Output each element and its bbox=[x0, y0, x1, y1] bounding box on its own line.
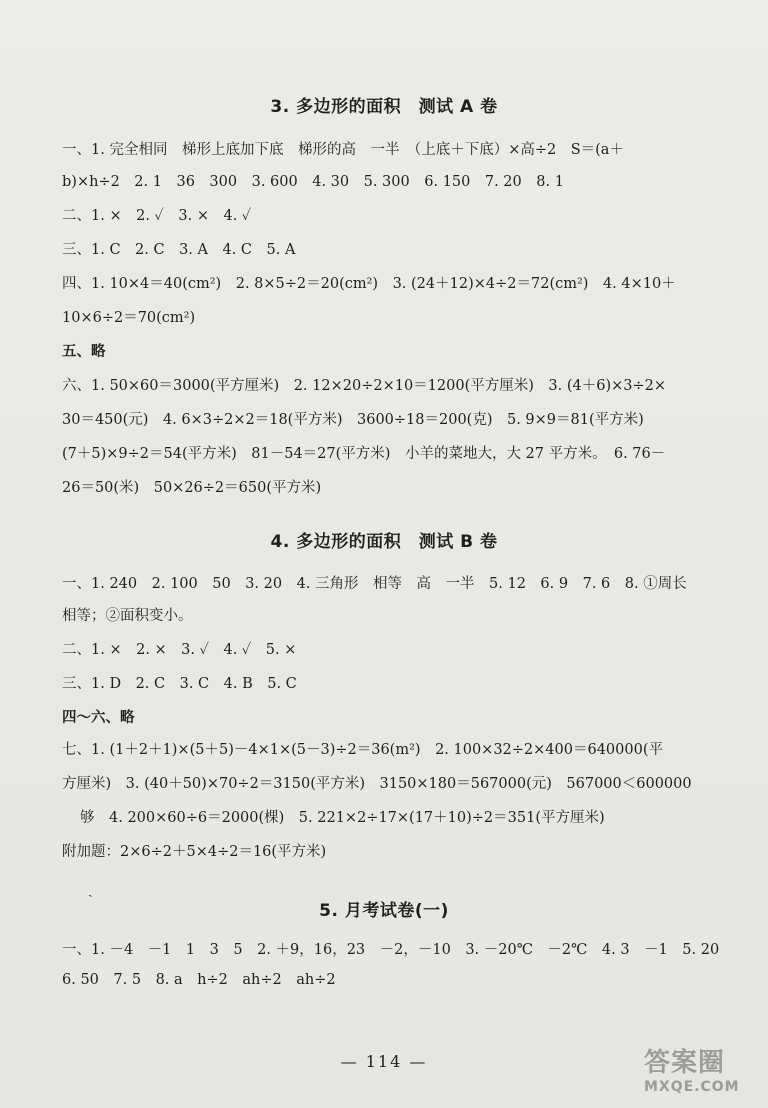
watermark-logo bbox=[644, 1042, 754, 1100]
answer-line: 附加题：2×6÷2＋5×4÷2＝16(平方米) bbox=[62, 844, 327, 860]
section-title-c: 5. 月考试卷(一) bbox=[319, 901, 449, 921]
watermark-en: MXQE.COM bbox=[644, 1079, 740, 1095]
answer-line: 一、1. 240 2. 100 50 3. 20 4. 三角形 相等 高 一半 5. 12 6. 9 7. 6 8. ①周长 bbox=[62, 576, 687, 592]
answer-line: 七、1. (1＋2＋1)×(5＋5)－4×1×(5－3)÷2＝36(m²) 2. 100×32÷2×400＝640000(平 bbox=[62, 742, 663, 758]
answer-line: 一、1. 完全相同 梯形上底加下底 梯形的高 一半 （上底＋下底）×高÷2 S＝(a＋ bbox=[62, 142, 624, 158]
section-title-b: 4. 多边形的面积 测试 B 卷 bbox=[270, 532, 498, 552]
answer-line: 26＝50(米) 50×26÷2＝650(平方米) bbox=[62, 480, 322, 496]
answer-line: 三、1. C 2. C 3. A 4. C 5. A bbox=[62, 242, 296, 258]
answer-line: 三、1. D 2. C 3. C 4. B 5. C bbox=[62, 676, 297, 692]
page-number: — 114 — bbox=[340, 1052, 428, 1071]
answer-line: 四～六、略 bbox=[62, 710, 135, 726]
answer-line: 四、1. 10×4＝40(cm²) 2. 8×5÷2＝20(cm²) 3. (24＋12)×4÷2＝72(cm²) 4. 4×10＋ bbox=[62, 276, 676, 292]
answer-line: b)×h÷2 2. 1 36 300 3. 600 4. 30 5. 300 6. 150 7. 20 8. 1 bbox=[62, 174, 564, 190]
answer-line: (7＋5)×9÷2＝54(平方米) 81－54＝27(平方米) 小羊的菜地大，大 27 平方米。 6. 76－ bbox=[62, 446, 666, 462]
answer-line: 五、略 bbox=[62, 344, 106, 360]
answer-line: 一、1. －4 －1 1 3 5 2. ＋9，16，23 －2，－10 3. －20℃ －2℃ 4. 3 －1 5. 20 bbox=[62, 942, 720, 958]
answer-line: 二、1. × 2. × 3. ✓ 4. ✓ 5. × bbox=[62, 642, 297, 658]
answer-line: 够 4. 200×60÷6＝2000(棵) 5. 221×2÷17×(17＋10)÷2＝351(平方厘米) bbox=[80, 810, 605, 826]
watermark-cn: 答案圈 bbox=[644, 1048, 726, 1078]
answer-line: 30＝450(元) 4. 6×3÷2×2＝18(平方米) 3600÷18＝200(克) 5. 9×9＝81(平方米) bbox=[62, 412, 644, 428]
stray-tick-mark: ˎ bbox=[88, 882, 93, 898]
answer-line: 二、1. × 2. ✓ 3. × 4. ✓ bbox=[62, 208, 252, 224]
answer-line: 6. 50 7. 5 8. a h÷2 ah÷2 ah÷2 bbox=[62, 972, 336, 988]
answer-line: 六、1. 50×60＝3000(平方厘米) 2. 12×20÷2×10＝1200(平方厘米) 3. (4＋6)×3÷2× bbox=[62, 378, 666, 394]
answer-line: 相等；②面积变小。 bbox=[62, 608, 193, 624]
answer-line: 10×6÷2＝70(cm²) bbox=[62, 310, 196, 326]
answer-line: 方厘米) 3. (40＋50)×70÷2＝3150(平方米) 3150×180＝567000(元) 567000＜600000 bbox=[62, 776, 692, 792]
section-title-a: 3. 多边形的面积 测试 A 卷 bbox=[270, 97, 498, 117]
